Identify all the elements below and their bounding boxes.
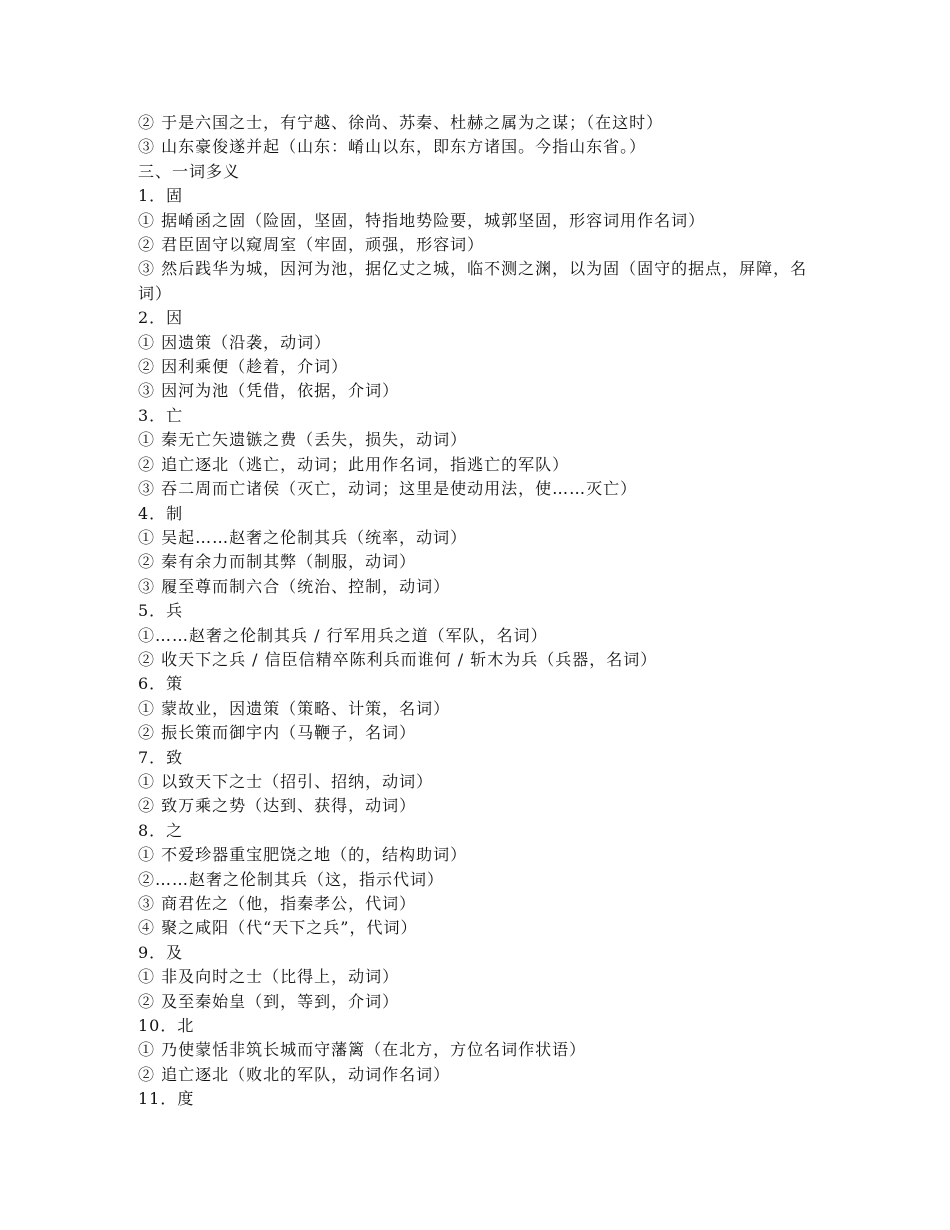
- text-line: ① 据崤函之固（险固，坚固，特指地势险要，城郭坚固，形容词用作名词）: [138, 210, 706, 230]
- document-body: [138, 111, 818, 1112]
- text-line: ① 乃使蒙恬非筑长城而守藩篱（在北方，方位名词作状语）: [138, 1040, 587, 1060]
- text-line: ① 秦无亡矢遗镞之费（丢失，损失，动词）: [138, 430, 468, 450]
- word-heading: 11．度: [138, 1089, 195, 1109]
- text-line: ②……赵奢之伦制其兵（这，指示代词）: [138, 869, 445, 889]
- text-line: ③ 履至尊而制六合（统治、控制，动词）: [138, 576, 451, 596]
- text-line: ①……赵奢之伦制其兵 / 行军用兵之道（军队，名词）: [138, 625, 548, 645]
- text-line: ② 于是六国之士，有宁越、徐尚、苏秦、杜赫之属为之谋；（在这时）: [138, 113, 664, 132]
- word-heading: 8．之: [138, 820, 184, 840]
- word-heading: 4．制: [138, 503, 184, 523]
- text-line: ④ 聚之咸阳（代“天下之兵”，代词）: [138, 918, 418, 938]
- text-line: ③ 因河为池（凭借，依据，介词）: [138, 381, 400, 401]
- text-line: ② 因利乘便（趁着，介词）: [138, 357, 349, 377]
- text-line: ① 非及向时之士（比得上，动词）: [138, 967, 400, 987]
- text-line: ② 君臣固守以窥周室（牢固，顽强，形容词）: [138, 235, 485, 255]
- text-line: ③ 商君佐之（他，指秦孝公，代词）: [138, 894, 417, 913]
- text-line: ③ 吞二周而亡诸侯（灭亡，动词；这里是使动用法，使……灭亡）: [138, 479, 638, 499]
- word-heading: 2．因: [138, 308, 184, 328]
- text-line: ② 收天下之兵 / 信臣信精卒陈利兵而谁何 / 斩木为兵（兵器，名词）: [138, 649, 658, 669]
- text-line: ② 追亡逐北（败北的军队，动词作名词）: [138, 1064, 451, 1084]
- text-line: ③ 然后践华为城，因河为池，据亿丈之城，临不测之渊，以为固（固守的据点，屏障，名词）: [138, 259, 808, 303]
- text-line: ② 秦有余力而制其弊（制服，动词）: [138, 552, 417, 572]
- word-heading: 5．兵: [138, 601, 184, 621]
- text-line: ① 因遗策（沿袭，动词）: [138, 332, 332, 352]
- text-line: ② 追亡逐北（逃亡，动词；此用作名词，指逃亡的军队）: [138, 454, 570, 474]
- text-line: ② 及至秦始皇（到，等到，介词）: [138, 991, 400, 1011]
- word-heading: 7．致: [138, 747, 184, 767]
- text-line: ① 以致天下之士（招引、招纳，动词）: [138, 771, 434, 791]
- text-line: ③ 山东豪俊遂并起（山东：崤山以东，即东方诸国。今指山东省。）: [138, 137, 647, 157]
- word-heading: 1．固: [138, 186, 184, 206]
- text-line: ① 不爱珍器重宝肥饶之地（的，结构助词）: [138, 845, 468, 865]
- word-heading: 6．策: [138, 674, 184, 694]
- text-line: ① 蒙故业，因遗策（策略、计策，名词）: [138, 698, 451, 718]
- text-line: ② 振长策而御宇内（马鞭子，名词）: [138, 723, 417, 743]
- text-line: ② 致万乘之势（达到、获得，动词）: [138, 796, 417, 816]
- section-heading: 三、一词多义: [138, 161, 241, 181]
- word-heading: 3．亡: [138, 405, 184, 425]
- word-heading: 9．及: [138, 942, 184, 962]
- word-heading: 10．北: [138, 1016, 195, 1036]
- text-line: ① 吴起……赵奢之伦制其兵（统率，动词）: [138, 527, 468, 547]
